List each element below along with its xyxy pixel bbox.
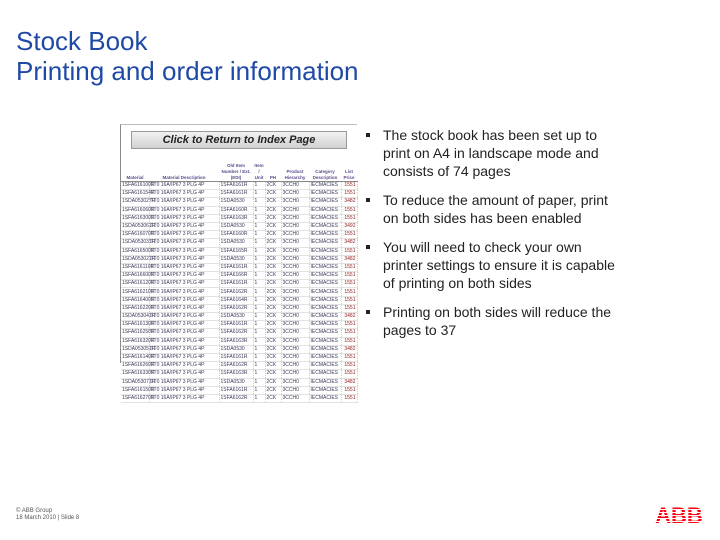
table-cell: 3CCH0 <box>281 362 309 370</box>
table-cell: 2CK <box>265 272 281 280</box>
table-cell: 1551 <box>341 272 357 280</box>
table-cell: 1SFA6162R <box>219 304 253 312</box>
table-cell: 1SDA053041R <box>122 313 156 320</box>
table-cell: 3CCH0 <box>281 222 309 230</box>
bullet-text: To reduce the amount of paper, print on both sides has been enabled <box>383 192 608 226</box>
table-cell: 1 <box>253 378 265 386</box>
table-cell: 1SFA6160R <box>219 231 253 239</box>
table-cell: 2CK <box>265 239 281 247</box>
table-row <box>121 394 357 402</box>
table-cell: IECMACIES <box>309 288 341 296</box>
table-cell: 1SFA6162R <box>219 288 253 296</box>
table-row <box>121 378 357 386</box>
table-cell: 1SFA616140R <box>122 354 155 361</box>
table-cell: 1SFA616220R <box>122 304 155 311</box>
table-cell: 1 <box>253 206 265 214</box>
slide-title <box>16 26 359 86</box>
table-cell: IECMACIES <box>309 222 341 230</box>
table-cell: 1551 <box>341 353 357 361</box>
bullet-item <box>366 126 616 180</box>
table-cell: IECMACIES <box>309 214 341 222</box>
table-cell: 1SFA6161R <box>219 182 253 190</box>
table-row <box>121 362 357 370</box>
table-cell: 1SFA6162R <box>219 394 253 402</box>
table-cell: 2CK <box>265 198 281 206</box>
table-cell: 2CK <box>265 247 281 255</box>
table-cell: 1551 <box>341 337 357 345</box>
table-cell: 1SDA053021R <box>122 255 156 262</box>
table-cell: 2CK <box>265 222 281 230</box>
table-cell: 3CCH0 <box>281 337 309 345</box>
table-cell: 2CK <box>265 386 281 394</box>
table-cell: TT0 16A/IP67 3 PLG 4P <box>149 190 219 198</box>
table-cell: 3482 <box>341 239 357 247</box>
table-cell: 1 <box>253 231 265 239</box>
bullet-item <box>366 303 616 339</box>
table-cell: TT0 16A/IP67 3 PLG 4P <box>149 288 219 296</box>
table-cell: 1SFA616060R <box>122 206 155 213</box>
table-cell: IECMACIES <box>309 345 341 353</box>
return-to-index-button[interactable]: Click to Return to Index Page <box>131 131 347 149</box>
table-cell: 1 <box>253 280 265 288</box>
table-cell: 3CCH0 <box>281 353 309 361</box>
table-cell: 1551 <box>341 214 357 222</box>
column-header: PH <box>265 155 281 182</box>
table-cell: IECMACIES <box>309 296 341 304</box>
column-header: Product Hierarchy <box>281 155 309 182</box>
table-cell: TT0 16A/IP67 3 PLG 4P <box>149 345 219 353</box>
table-cell: 3CCH0 <box>281 272 309 280</box>
table-cell: IECMACIES <box>309 198 341 206</box>
table-cell: 3CCH0 <box>281 190 309 198</box>
table-cell: 1551 <box>341 247 357 255</box>
table-cell: 1SFA6161R <box>219 263 253 271</box>
table-cell: 1 <box>253 214 265 222</box>
table-row <box>121 206 357 214</box>
table-cell: 1SFA616300R <box>122 214 155 221</box>
table-cell: 1SFA616320R <box>122 337 155 344</box>
table-cell: 3CCH0 <box>281 394 309 402</box>
table-cell: 3CCH0 <box>281 288 309 296</box>
table-cell: TT0 16A/IP67 3 PLG 4P <box>149 362 219 370</box>
table-cell: 1 <box>253 263 265 271</box>
table-cell: 1SDA053071R <box>122 378 156 385</box>
table-cell: TT0 16A/IP67 3 PLG 4P <box>149 272 219 280</box>
table-cell: 2CK <box>265 214 281 222</box>
table-cell: TT0 16A/IP67 3 PLG 4P <box>149 206 219 214</box>
table-cell: 3482 <box>341 378 357 386</box>
table-cell: 1SDA0530 <box>219 222 253 230</box>
table-cell: 1SFA616150R <box>122 386 155 393</box>
table-cell: 2CK <box>265 296 281 304</box>
table-row <box>121 329 357 337</box>
table-cell: 3CCH0 <box>281 321 309 329</box>
table-cell: 1 <box>253 345 265 353</box>
table-cell: 1SFA616330R <box>122 370 155 377</box>
square-bullet-icon <box>366 198 370 202</box>
table-cell: 1SFA6161R <box>219 353 253 361</box>
table-cell: 2CK <box>265 370 281 378</box>
table-row <box>121 255 357 263</box>
table-cell: 1SDA053051R <box>122 345 156 352</box>
table-cell: 3482 <box>341 313 357 321</box>
table-cell: 1551 <box>341 321 357 329</box>
table-row <box>121 263 357 271</box>
table-cell: 1SDA053061R <box>122 223 156 230</box>
table-cell: 1SFA6164R <box>219 296 253 304</box>
table-cell: 1551 <box>341 329 357 337</box>
table-cell: TT0 16A/IP67 3 PLG 4P <box>149 296 219 304</box>
table-cell: 3482 <box>341 198 357 206</box>
table-cell: 3492 <box>341 222 357 230</box>
table-row <box>121 345 357 353</box>
table-cell: 3CCH0 <box>281 296 309 304</box>
table-cell: 1 <box>253 288 265 296</box>
table-cell: 3CCH0 <box>281 313 309 321</box>
table-cell: 1551 <box>341 288 357 296</box>
table-cell: 1SFA616270R <box>122 394 155 401</box>
table-cell: TT0 16A/IP67 3 PLG 4P <box>149 378 219 386</box>
table-cell: IECMACIES <box>309 394 341 402</box>
bullet-list <box>366 126 616 350</box>
table-cell: 2CK <box>265 394 281 402</box>
table-cell: 1551 <box>341 370 357 378</box>
table-cell: 1SFA6160R <box>219 206 253 214</box>
table-cell: 1SDA0530 <box>219 239 253 247</box>
table-cell: 1551 <box>341 386 357 394</box>
table-cell: TT0 16A/IP67 3 PLG 4P <box>149 222 219 230</box>
table-cell: TT0 16A/IP67 3 PLG 4P <box>149 304 219 312</box>
table-cell: TT0 16A/IP67 3 PLG 4P <box>149 337 219 345</box>
table-cell: 3CCH0 <box>281 206 309 214</box>
table-cell: 3CCH0 <box>281 255 309 263</box>
abb-logo-text: ABB <box>655 503 703 528</box>
table-cell: IECMACIES <box>309 272 341 280</box>
table-cell: IECMACIES <box>309 190 341 198</box>
table-cell: 1SDA053027R <box>122 198 156 205</box>
table-cell: 1 <box>253 198 265 206</box>
square-bullet-icon <box>366 310 370 314</box>
bullet-text: The stock book has been set up to print on A4 in landscape mode and consists of 74 pages <box>383 127 599 179</box>
column-header: Material Description <box>149 155 219 182</box>
table-cell: 1SDA0530 <box>219 345 253 353</box>
table-row <box>121 247 357 255</box>
table-cell: 1 <box>253 272 265 280</box>
table-cell: 1 <box>253 239 265 247</box>
table-cell: 1551 <box>341 296 357 304</box>
table-cell: 2CK <box>265 263 281 271</box>
table-cell: 1 <box>253 362 265 370</box>
table-cell: 1SFA6161R <box>219 386 253 394</box>
table-cell: 1SDA0530 <box>219 378 253 386</box>
table-cell: IECMACIES <box>309 337 341 345</box>
table-row <box>121 386 357 394</box>
bullet-text: You will need to check your own printer settings to ensure it is capable of printing on both sides <box>383 239 615 291</box>
table-cell: 1 <box>253 222 265 230</box>
table-cell: 2CK <box>265 231 281 239</box>
table-cell: 1 <box>253 321 265 329</box>
square-bullet-icon <box>366 133 370 137</box>
table-cell: IECMACIES <box>309 362 341 370</box>
table-row <box>121 198 357 206</box>
table-cell: 2CK <box>265 353 281 361</box>
column-header: Old Item Number / Ext. (EDI) <box>219 155 253 182</box>
column-header: List Price <box>341 155 357 182</box>
table-cell: IECMACIES <box>309 386 341 394</box>
table-cell: IECMACIES <box>309 182 341 190</box>
table-cell: 1SFA616210R <box>122 288 155 295</box>
table-cell: IECMACIES <box>309 239 341 247</box>
table-cell: 1SFA616120R <box>122 280 155 287</box>
table-cell: IECMACIES <box>309 313 341 321</box>
table-cell: TT0 16A/IP67 3 PLG 4P <box>149 329 219 337</box>
footer-copyright: © ABB Group <box>16 508 53 514</box>
column-header: Item / Unit <box>253 155 265 182</box>
column-header: Category Description <box>309 155 341 182</box>
table-row <box>121 182 357 190</box>
table-cell: 1 <box>253 394 265 402</box>
table-cell: 1SFA616110R <box>122 263 155 270</box>
table-row <box>121 280 357 288</box>
bullet-text: Printing on both sides will reduce the pages to 37 <box>383 304 612 338</box>
slide-title-line-2: Printing and order information <box>16 56 359 86</box>
table-cell: 3CCH0 <box>281 304 309 312</box>
table-cell: 1SDA0530 <box>219 255 253 263</box>
table-cell: 1SFA616400R <box>122 296 155 303</box>
table-cell: 1551 <box>341 231 357 239</box>
table-cell: 1SDA0530 <box>219 313 253 321</box>
table-cell: 2CK <box>265 329 281 337</box>
table-cell: 3CCH0 <box>281 247 309 255</box>
table-cell: 1551 <box>341 206 357 214</box>
table-cell: 1SFA616500R <box>122 247 155 254</box>
table-cell: 1SFA6163R <box>219 337 253 345</box>
table-row <box>121 370 357 378</box>
stock-table <box>121 155 358 403</box>
bullet-item <box>366 191 616 227</box>
table-cell: IECMACIES <box>309 370 341 378</box>
table-cell: 2CK <box>265 337 281 345</box>
table-cell: 3CCH0 <box>281 239 309 247</box>
table-row <box>121 304 357 312</box>
table-cell: TT0 16A/IP67 3 PLG 4P <box>149 255 219 263</box>
table-row <box>121 313 357 321</box>
table-cell: IECMACIES <box>309 206 341 214</box>
table-cell: TT0 16A/IP67 3 PLG 4P <box>149 214 219 222</box>
table-cell: 1 <box>253 247 265 255</box>
stock-table-header <box>121 155 357 182</box>
table-cell: TT0 16A/IP67 3 PLG 4P <box>149 353 219 361</box>
table-row <box>121 214 357 222</box>
table-cell: 2CK <box>265 378 281 386</box>
table-cell: IECMACIES <box>309 378 341 386</box>
table-row <box>121 296 357 304</box>
table-cell: 1SFA616100R <box>122 182 155 189</box>
table-row <box>121 337 357 345</box>
table-cell: 1SFA616154R <box>122 190 155 197</box>
table-cell: 1551 <box>341 263 357 271</box>
table-cell: TT0 16A/IP67 3 PLG 4P <box>149 263 219 271</box>
footer <box>16 508 79 522</box>
table-row <box>121 288 357 296</box>
table-cell: 3CCH0 <box>281 214 309 222</box>
column-header: Material <box>121 155 149 182</box>
table-row <box>121 190 357 198</box>
table-cell: IECMACIES <box>309 321 341 329</box>
table-cell: 1 <box>253 386 265 394</box>
table-cell: 1SFA6166R <box>219 272 253 280</box>
table-cell: 3CCH0 <box>281 263 309 271</box>
table-cell: 1SFA6161R <box>219 190 253 198</box>
table-cell: 2CK <box>265 255 281 263</box>
table-cell: TT0 16A/IP67 3 PLG 4P <box>149 198 219 206</box>
table-cell: 3CCH0 <box>281 386 309 394</box>
table-cell: IECMACIES <box>309 247 341 255</box>
table-row <box>121 272 357 280</box>
table-cell: 3CCH0 <box>281 345 309 353</box>
table-cell: 1SFA6162R <box>219 362 253 370</box>
table-cell: TT0 16A/IP67 3 PLG 4P <box>149 231 219 239</box>
table-cell: TT0 16A/IP67 3 PLG 4P <box>149 370 219 378</box>
table-cell: 1 <box>253 304 265 312</box>
table-cell: 3CCH0 <box>281 198 309 206</box>
table-cell: 1SFA616260R <box>122 362 155 369</box>
table-cell: 3CCH0 <box>281 182 309 190</box>
table-cell: 3CCH0 <box>281 378 309 386</box>
table-cell: 1551 <box>341 394 357 402</box>
table-cell: 1551 <box>341 304 357 312</box>
table-cell: 2CK <box>265 190 281 198</box>
table-row <box>121 231 357 239</box>
table-row <box>121 222 357 230</box>
table-cell: 1 <box>253 182 265 190</box>
table-cell: 1SFA616600R <box>122 272 155 279</box>
table-cell: 1SDA053031R <box>122 239 156 246</box>
table-cell: 1 <box>253 255 265 263</box>
table-cell: 1 <box>253 313 265 321</box>
stock-book-sheet-image <box>120 124 357 401</box>
slide-title-line-1: Stock Book <box>16 26 148 56</box>
table-cell: 3482 <box>341 255 357 263</box>
table-cell: TT0 16A/IP67 3 PLG 4P <box>149 280 219 288</box>
abb-logo-icon <box>652 504 706 526</box>
table-cell: IECMACIES <box>309 263 341 271</box>
table-cell: 2CK <box>265 321 281 329</box>
table-cell: TT0 16A/IP67 3 PLG 4P <box>149 313 219 321</box>
table-cell: IECMACIES <box>309 280 341 288</box>
table-cell: 1SFA6163R <box>219 214 253 222</box>
table-cell: 1SFA616070R <box>122 231 155 238</box>
table-cell: 2CK <box>265 345 281 353</box>
table-cell: TT0 16A/IP67 3 PLG 4P <box>149 247 219 255</box>
table-cell: 1551 <box>341 362 357 370</box>
table-cell: IECMACIES <box>309 353 341 361</box>
table-cell: 1 <box>253 370 265 378</box>
table-cell: 1 <box>253 296 265 304</box>
table-cell: 1SDA0530 <box>219 198 253 206</box>
table-cell: 2CK <box>265 182 281 190</box>
table-row <box>121 353 357 361</box>
table-cell: IECMACIES <box>309 231 341 239</box>
table-cell: 1SFA6165R <box>219 247 253 255</box>
table-cell: 3CCH0 <box>281 280 309 288</box>
table-row <box>121 321 357 329</box>
footer-date-slide: 18 March 2010 | Slide 8 <box>16 515 80 521</box>
table-cell: 2CK <box>265 288 281 296</box>
table-cell: 1551 <box>341 190 357 198</box>
table-cell: TT0 16A/IP67 3 PLG 4P <box>149 239 219 247</box>
bullet-item <box>366 238 616 292</box>
table-cell: 2CK <box>265 206 281 214</box>
table-cell: 1 <box>253 353 265 361</box>
table-cell: IECMACIES <box>309 255 341 263</box>
table-cell: 1 <box>253 337 265 345</box>
table-cell: TT0 16A/IP67 3 PLG 4P <box>149 394 219 402</box>
table-cell: 1SFA6161R <box>219 321 253 329</box>
table-cell: 3CCH0 <box>281 370 309 378</box>
table-cell: 1SFA6161R <box>219 280 253 288</box>
table-cell: TT0 16A/IP67 3 PLG 4P <box>149 386 219 394</box>
table-cell: 1SFA6163R <box>219 370 253 378</box>
table-cell: 2CK <box>265 280 281 288</box>
table-cell: IECMACIES <box>309 304 341 312</box>
table-cell: TT0 16A/IP67 3 PLG 4P <box>149 182 219 190</box>
table-cell: IECMACIES <box>309 329 341 337</box>
table-cell: 1SFA6162R <box>219 329 253 337</box>
table-cell: 3CCH0 <box>281 231 309 239</box>
table-cell: 3482 <box>341 345 357 353</box>
table-cell: 2CK <box>265 313 281 321</box>
table-cell: 3CCH0 <box>281 329 309 337</box>
table-cell: 1 <box>253 190 265 198</box>
table-cell: 1SFA616250R <box>122 329 155 336</box>
table-cell: TT0 16A/IP67 3 PLG 4P <box>149 321 219 329</box>
table-cell: 1SFA616130R <box>122 321 155 328</box>
table-cell: 1551 <box>341 182 357 190</box>
square-bullet-icon <box>366 245 370 249</box>
table-cell: 2CK <box>265 362 281 370</box>
table-cell: 1 <box>253 329 265 337</box>
table-cell: 1551 <box>341 280 357 288</box>
table-cell: 2CK <box>265 304 281 312</box>
table-row <box>121 239 357 247</box>
